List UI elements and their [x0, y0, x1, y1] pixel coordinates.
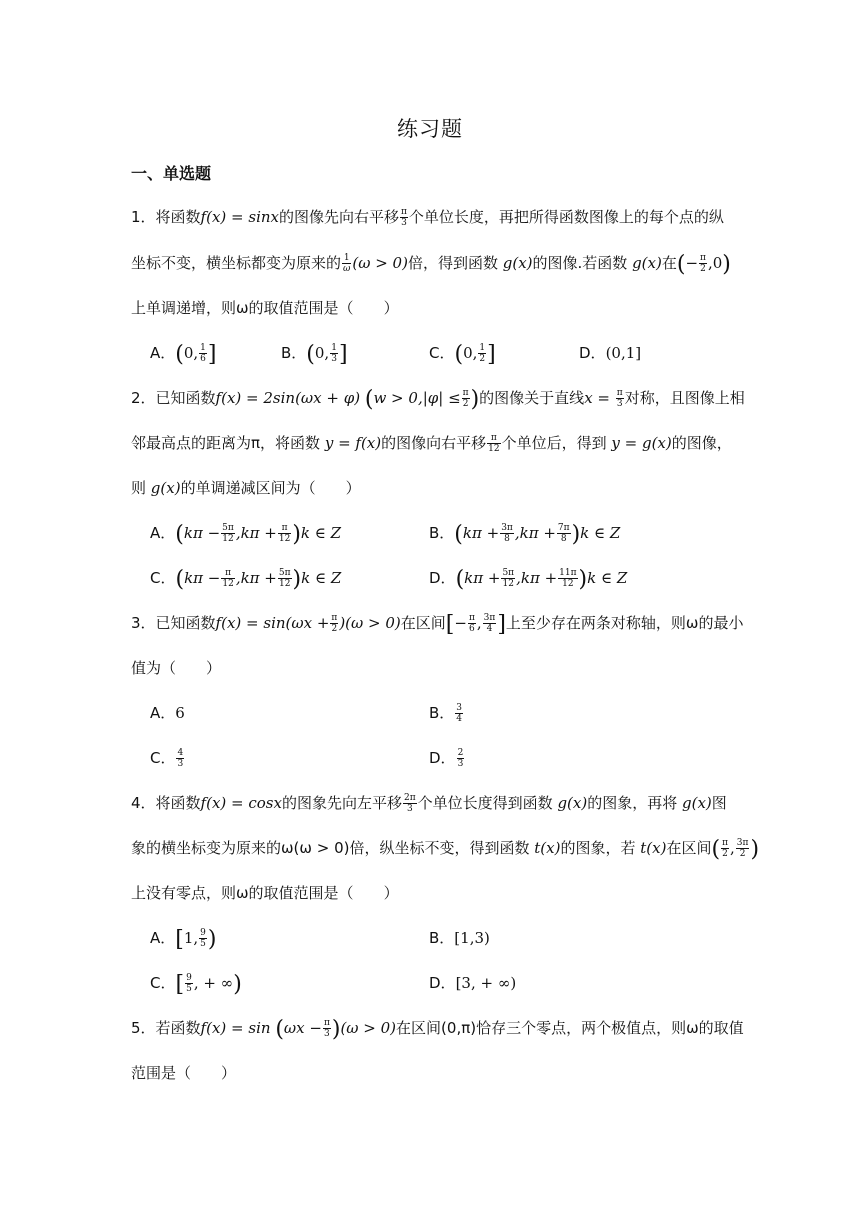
question-4-line-1: 4．将函数f(x) = cosx的图象先向左平移 $\frac{2\pi}{3}$ 个单位长度得到函数 g(x)的图象，再将 g(x)图: [131, 793, 727, 814]
q1-option-b[interactable]: B．(0, $\frac{1}{3}$ ]: [281, 342, 348, 367]
fraction: $\frac{\pi}{3}$: [401, 207, 407, 228]
q2-option-a[interactable]: A．(kπ − $\frac{5\pi}{12}$ ,kπ + $\frac{\pi}{12}$ )k ∈ Z: [150, 522, 342, 547]
q2-option-b[interactable]: B．(kπ + $\frac{3\pi}{8}$ ,kπ + $\frac{7\pi}{8}$ )k ∈ Z: [429, 522, 621, 547]
question-5-line-2: 范围是（ ）: [131, 1064, 237, 1082]
question-4-line-2: 象的横坐标变为原来的ω(ω > 0)倍，纵坐标不变，得到函数 t(x)的图象，若 t(x)在区间( $\frac{\pi}{2}$ , $\frac{3\pi}{2}$ ): [131, 837, 760, 862]
q4-option-d[interactable]: D．[3, + ∞): [429, 974, 517, 992]
question-1-line-3: 上单调递增，则ω的取值范围是（ ）: [131, 299, 399, 317]
question-1-line-1: 1．将函数f(x) = sinx的图像先向右平移 $\frac{\pi}{3}$ 个单位长度，再把所得函数图像上的每个点的纵: [131, 207, 724, 228]
q3-option-a[interactable]: A．6: [150, 704, 185, 722]
page-title: 练习题: [397, 117, 463, 141]
q4-option-c[interactable]: C．[ $\frac{9}{5}$ , + ∞): [150, 972, 242, 997]
q1-option-c[interactable]: C．(0, $\frac{1}{2}$ ]: [429, 342, 496, 367]
q3-option-c[interactable]: C． $\frac{4}{3}$: [150, 748, 184, 769]
q4-option-a[interactable]: A．[1, $\frac{9}{5}$ ): [150, 927, 217, 952]
section-heading: 一、单选题: [131, 164, 212, 183]
question-3-line-2: 值为（ ）: [131, 659, 222, 677]
q4-option-b[interactable]: B．[1,3): [429, 929, 490, 947]
fraction: $\frac{\pi}{2}$: [700, 253, 706, 274]
q2-option-c[interactable]: C．(kπ − $\frac{\pi}{12}$ ,kπ + $\frac{5\pi}{12}$ )k ∈ Z: [150, 567, 342, 592]
q3-option-d[interactable]: D． $\frac{2}{3}$: [429, 748, 464, 769]
q1-option-a[interactable]: A．(0, $\frac{1}{6}$ ]: [150, 342, 217, 367]
question-4-line-3: 上没有零点，则ω的取值范围是（ ）: [131, 884, 399, 902]
fraction: $\frac{1}{\omega}$: [343, 253, 351, 274]
q1-option-d[interactable]: D．(0,1]: [579, 344, 642, 362]
question-2-line-3: 则 g(x)的单调递减区间为（ ）: [131, 479, 361, 497]
question-2-line-2: 邻最高点的距离为π，将函数 y = f(x)的图像向右平移 $\frac{\pi}{12}$ 个单位后，得到 y = g(x)的图像，: [131, 433, 732, 454]
q2-option-d[interactable]: D．(kπ + $\frac{5\pi}{12}$ ,kπ + $\frac{11\pi}{12}$ )k ∈ Z: [429, 567, 628, 592]
question-2-line-1: 2．已知函数f(x) = 2sin(ωx + φ) (w > 0,|φ| ≤ $\frac{\pi}{2}$ )的图像关于直线x = $\frac{\pi}{3}$ 对称，且图像上相: [131, 387, 745, 412]
q3-option-b[interactable]: B． $\frac{3}{4}$: [429, 703, 463, 724]
question-3-line-1: 3．已知函数f(x) = sin(ωx + $\frac{\pi}{2}$ )(ω > 0)在区间[− $\frac{\pi}{6}$ , $\frac{3\pi}{4}$ ]上至少存在两条对称轴，则ω的最小: [131, 612, 744, 637]
question-5-line-1: 5．若函数f(x) = sin (ωx − $\frac{\pi}{3}$ )(ω > 0)在区间(0,π)恰存三个零点，两个极值点，则ω的取值: [131, 1017, 744, 1042]
question-1-line-2: 坐标不变，横坐标都变为原来的 $\frac{1}{\omega}$ (ω > 0)倍，得到函数 g(x)的图像.若函数 g(x)在(− $\frac{\pi}{2}$ ,0): [131, 252, 731, 277]
